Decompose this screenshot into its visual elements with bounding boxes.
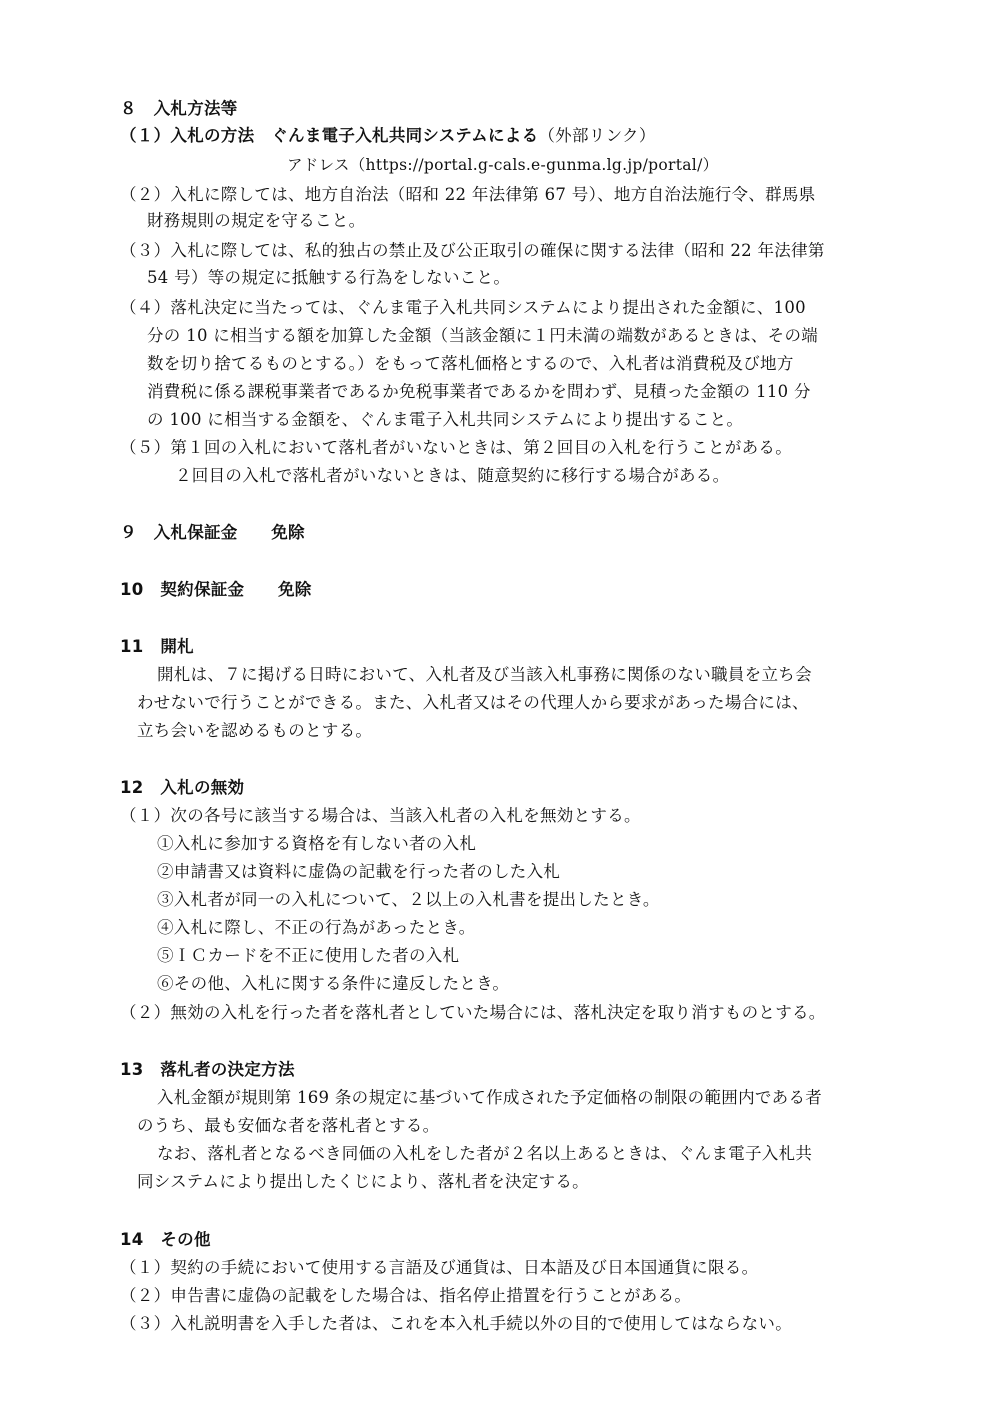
section-12-item-1: （１）次の各号に該当する場合は、当該入札者の入札を無効とする。 xyxy=(120,806,641,825)
bidding-system-name: ぐんま電子入札共同システムによる xyxy=(271,126,539,145)
section-13-line-4: 同システムにより提出したくじにより、落札者を決定する。 xyxy=(137,1172,589,1191)
section-11-heading: 11 開札 xyxy=(120,637,194,656)
section-8-item-4-line-5: の 100 に相当する金額を、ぐんま電子入札共同システムにより提出すること。 xyxy=(147,410,744,429)
invalid-condition-2: ②申請書又は資料に虚偽の記載を行った者のした入札 xyxy=(157,862,561,881)
section-12-item-2: （２）無効の入札を行った者を落札者としていた場合には、落札決定を取り消すものとする。 xyxy=(120,1003,826,1022)
section-13-heading: 13 落札者の決定方法 xyxy=(120,1060,295,1079)
invalid-condition-5: ⑤ＩＣカードを不正に使用した者の入札 xyxy=(157,946,460,965)
section-8-item-4-line-4: 消費税に係る課税事業者であるか免税事業者であるかを問わず、見積った金額の 110 分 xyxy=(147,382,811,401)
section-12-heading: 12 入札の無効 xyxy=(120,778,245,797)
section-8-item-1 xyxy=(120,126,656,146)
invalid-condition-1: ①入札に参加する資格を有しない者の入札 xyxy=(157,834,477,853)
section-9-heading: ９ 入札保証金 免除 xyxy=(120,523,305,542)
external-link-note[interactable]: （外部リンク） xyxy=(538,126,656,145)
section-8-item-2-line-1: （２）入札に際しては、地方自治法（昭和 22 年法律第 67 号）、地方自治法施行令、群馬県 xyxy=(120,185,816,204)
section-8-item-2-line-2: 財務規則の規定を守ること。 xyxy=(147,211,366,230)
section-8-item-4-line-1: （４）落札決定に当たっては、ぐんま電子入札共同システムにより提出された金額に、100 xyxy=(120,298,806,317)
item-1-label: （１）入札の方法 xyxy=(120,126,255,145)
section-13-line-3: なお、落札者となるべき同価の入札をした者が２名以上あるときは、ぐんま電子入札共 xyxy=(157,1144,813,1163)
section-10-heading: 10 契約保証金 免除 xyxy=(120,580,312,599)
section-8-item-5-line-1: （５）第１回の入札において落札者がいないときは、第２回目の入札を行うことがある。 xyxy=(120,438,792,457)
section-14-item-1: （１）契約の手続において使用する言語及び通貨は、日本語及び日本国通貨に限る。 xyxy=(120,1258,759,1277)
bidding-system-address: アドレス（https://portal.g-cals.e-gunma.lg.jp/portal/） xyxy=(287,156,719,174)
section-8-heading: ８ 入札方法等 xyxy=(120,99,238,118)
section-11-line-1: 開札は、７に掲げる日時において、入札者及び当該入札事務に関係のない職員を立ち会 xyxy=(157,665,812,684)
invalid-condition-6: ⑥その他、入札に関する条件に違反したとき。 xyxy=(157,974,510,993)
section-14-heading: 14 その他 xyxy=(120,1230,211,1249)
section-8-item-3-line-2: 54 号）等の規定に抵触する行為をしないこと。 xyxy=(147,268,511,287)
section-8-item-4-line-3: 数を切り捨てるものとする。）をもって落札価格とするので、入札者は消費税及び地方 xyxy=(147,354,794,373)
invalid-condition-3: ③入札者が同一の入札について、２以上の入札書を提出したとき。 xyxy=(157,890,660,909)
invalid-condition-4: ④入札に際し、不正の行為があったとき。 xyxy=(157,918,476,937)
section-13-line-1: 入札金額が規則第 169 条の規定に基づいて作成された予定価格の制限の範囲内である者 xyxy=(157,1088,823,1107)
section-14-item-2: （２）申告書に虚偽の記載をした場合は、指名停止措置を行うことがある。 xyxy=(120,1286,692,1305)
section-8-item-5-line-2: ２回目の入札で落札者がいないときは、随意契約に移行する場合がある。 xyxy=(175,466,730,485)
section-11-line-3: 立ち会いを認めるものとする。 xyxy=(137,721,373,740)
section-8-item-4-line-2: 分の 10 に相当する額を加算した金額（当該金額に１円未満の端数があるときは、その端 xyxy=(147,326,819,345)
section-8-item-3-line-1: （３）入札に際しては、私的独占の禁止及び公正取引の確保に関する法律（昭和 22 年法律第 xyxy=(120,241,825,260)
section-13-line-2: のうち、最も安価な者を落札者とする。 xyxy=(137,1116,440,1135)
section-11-line-2: わせないで行うことができる。また、入札者又はその代理人から要求があった場合には、 xyxy=(137,693,809,712)
section-14-item-3: （３）入札説明書を入手した者は、これを本入札手続以外の目的で使用してはならない。 xyxy=(120,1314,792,1333)
